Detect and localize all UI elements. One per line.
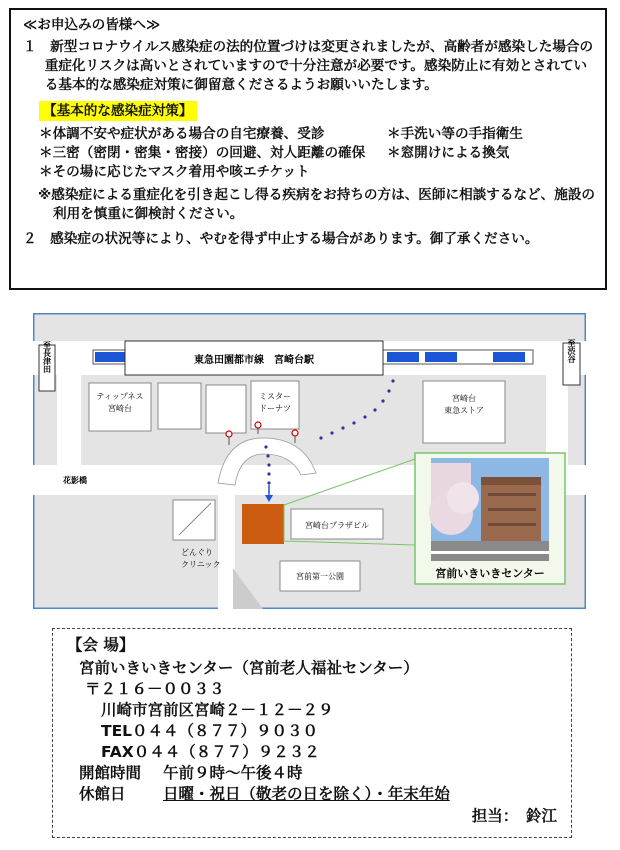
notice-item-2: ２ 感染症の状況等により、やむを得ず中止する場合があります。御了承ください。	[23, 231, 539, 247]
station-label: 東急田園都市線 宮崎台駅	[194, 355, 314, 366]
misterdonut-label-2: ドーナツ	[259, 404, 291, 413]
venue-address: 川崎市宮前区宮崎２－１２－２９	[101, 701, 334, 719]
venue-box	[52, 628, 572, 838]
notice-note: ※感染症による重症化を引き起こし得る疾病をお持ちの方は、医師に相談するなど、施設の利用を慎重に御検討ください。	[38, 187, 596, 222]
venue-fax: FAX０４４（８７７）９２３２	[101, 743, 320, 761]
building-block-1	[158, 383, 201, 429]
notice-heading: ≪お申込みの皆様へ≫	[23, 17, 161, 33]
closed-label: 休館日	[79, 785, 126, 803]
building-block-2	[206, 385, 246, 433]
access-map	[33, 313, 586, 609]
hours-value: 午前９時～午後４時	[163, 764, 303, 782]
measures-title: 【基本的な感染症対策】	[39, 101, 197, 121]
tokyu-store-label-1: 宮崎台	[452, 394, 476, 403]
venue-name: 宮前いきいきセンター（宮前老人福祉センター）	[79, 659, 419, 677]
venue-title: 【会 場】	[67, 636, 135, 654]
tippness-label-1: ティップネス	[96, 392, 144, 401]
destination-marker	[242, 504, 284, 544]
measure-5: ＊その場に応じたマスク着用や咳エチケット	[39, 164, 310, 180]
to-nagatsuta-label: 至長津田	[42, 341, 52, 373]
plaza-building-label: 宮崎台プラザビル	[305, 521, 369, 530]
venue-tel: TEL０４４（８７７）９０３０	[101, 722, 319, 740]
measure-4: ＊窓開けによる換気	[387, 145, 510, 161]
donguri-label-2: クリニック	[181, 560, 221, 569]
measure-3: ＊三密（密閉・密集・密接）の回避、対人距離の確保	[39, 145, 366, 161]
tokyu-store-label-2: 東急ストア	[444, 406, 484, 415]
misterdonut-label-1: ミスター	[259, 392, 291, 401]
venue-postal: 〒２１６－００３３	[85, 680, 225, 698]
hanagebashi-label: 花影橋	[63, 476, 87, 485]
notice-item-1: １ 新型コロナウイルス感染症の法的位置づけは変更されましたが、高齢者が感染した場合の重症化リスクは高いとされていますので十分注意が必要です。感染防止に有効とされている基本的な感染症対策に御留意くださるようお願いいたします。	[23, 39, 594, 93]
hours-label: 開館時間	[79, 764, 142, 782]
contact-person: 担当： 鈴江	[471, 807, 557, 825]
closed-value: 日曜・祝日（敬老の日を除く）・年末年始	[163, 785, 450, 803]
park-label: 宮前第一公園	[296, 572, 344, 581]
donguri-label-1: どんぐり	[181, 548, 213, 557]
measure-1: ＊体調不安や症状がある場合の自宅療養、受診	[39, 126, 325, 142]
center-photo	[429, 458, 549, 561]
notice-box	[9, 8, 607, 290]
photo-caption: 宮前いきいきセンター	[435, 567, 545, 580]
to-shibuya-label: 至渋谷	[567, 339, 576, 363]
measure-2: ＊手洗い等の手指衛生	[387, 126, 523, 142]
tippness-label-2: 宮崎台	[108, 404, 132, 413]
